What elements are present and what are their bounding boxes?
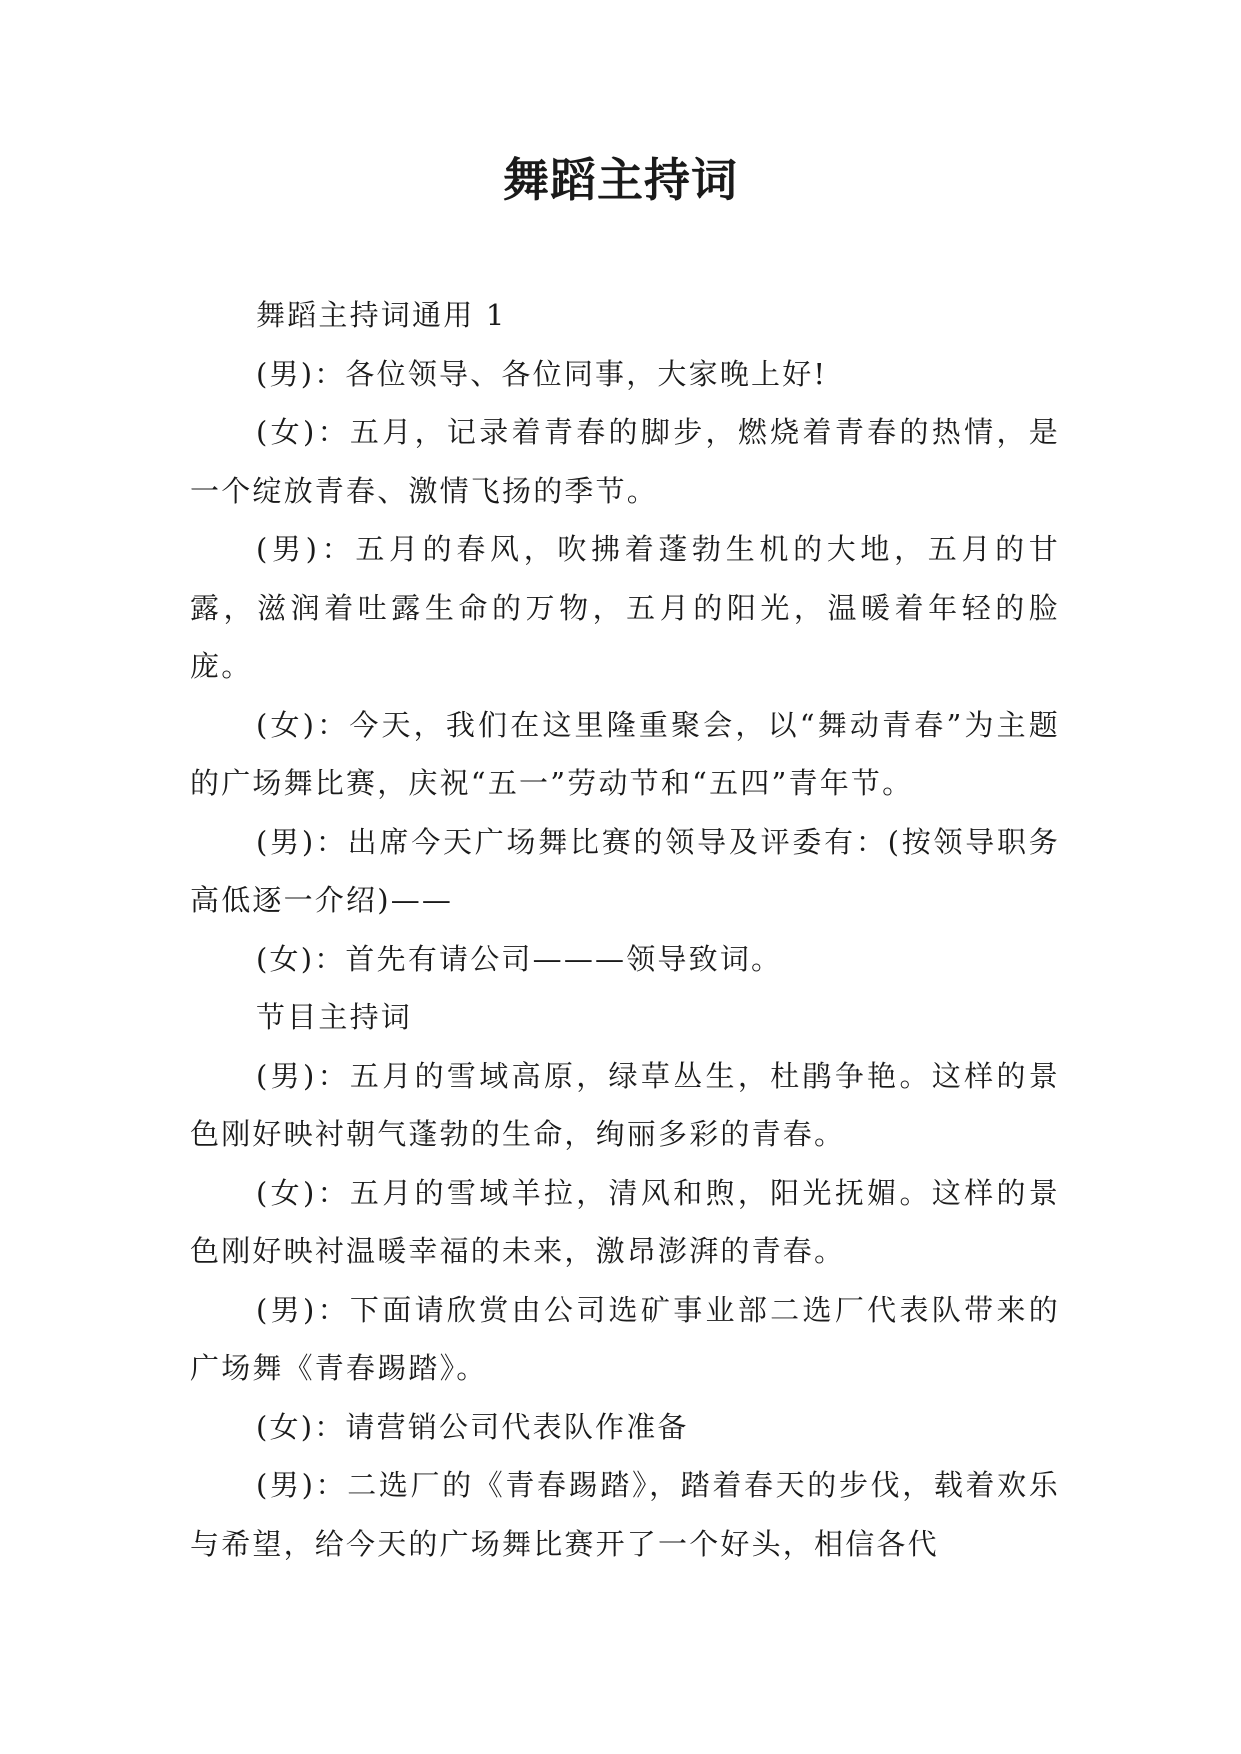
paragraph: 舞蹈主持词通用 1 xyxy=(256,298,507,332)
paragraph: (男)：五月的雪域高原，绿草丛生，杜鹃争艳。这样的景色刚好映衬朝气蓬勃的生命，绚丽多彩的青春。 xyxy=(190,1058,1060,1151)
paragraph: (男)：二选厂的《青春踢踏》，踏着春天的步伐，载着欢乐与希望，给今天的广场舞比赛开了一个好头，相信各代 xyxy=(190,1468,1060,1561)
paragraph: (女)：请营销公司代表队作准备 xyxy=(256,1409,689,1444)
paragraph: (男)：下面请欣赏由公司选矿事业部二选厂代表队带来的广场舞《青春踢踏》。 xyxy=(190,1292,1060,1385)
paragraph: (男)：出席今天广场舞比赛的领导及评委有：(按领导职务高低逐一介绍)—— xyxy=(190,824,1060,917)
paragraph: (女)：首先有请公司———领导致词。 xyxy=(256,941,783,976)
paragraph: (女)：五月，记录着青春的脚步，燃烧着青春的热情，是一个绽放青春、激情飞扬的季节。 xyxy=(190,415,1060,508)
paragraph: (男)：五月的春风，吹拂着蓬勃生机的大地，五月的甘露，滋润着吐露生命的万物，五月的阳光，温暖着年轻的脸庞。 xyxy=(190,532,1060,683)
document-body xyxy=(190,286,1060,1573)
paragraph: (女)：今天，我们在这里隆重聚会，以“舞动青春”为主题的广场舞比赛，庆祝“五一”劳动节和“五四”青年节。 xyxy=(190,707,1060,800)
section-heading: 节目主持词 xyxy=(256,1000,413,1034)
paragraph: (男)：各位领导、各位同事，大家晚上好! xyxy=(256,356,828,391)
document-title: 舞蹈主持词 xyxy=(503,153,738,207)
paragraph: (女)：五月的雪域羊拉，清风和煦，阳光抚媚。这样的景色刚好映衬温暖幸福的未来，激昂澎湃的青春。 xyxy=(190,1175,1060,1268)
